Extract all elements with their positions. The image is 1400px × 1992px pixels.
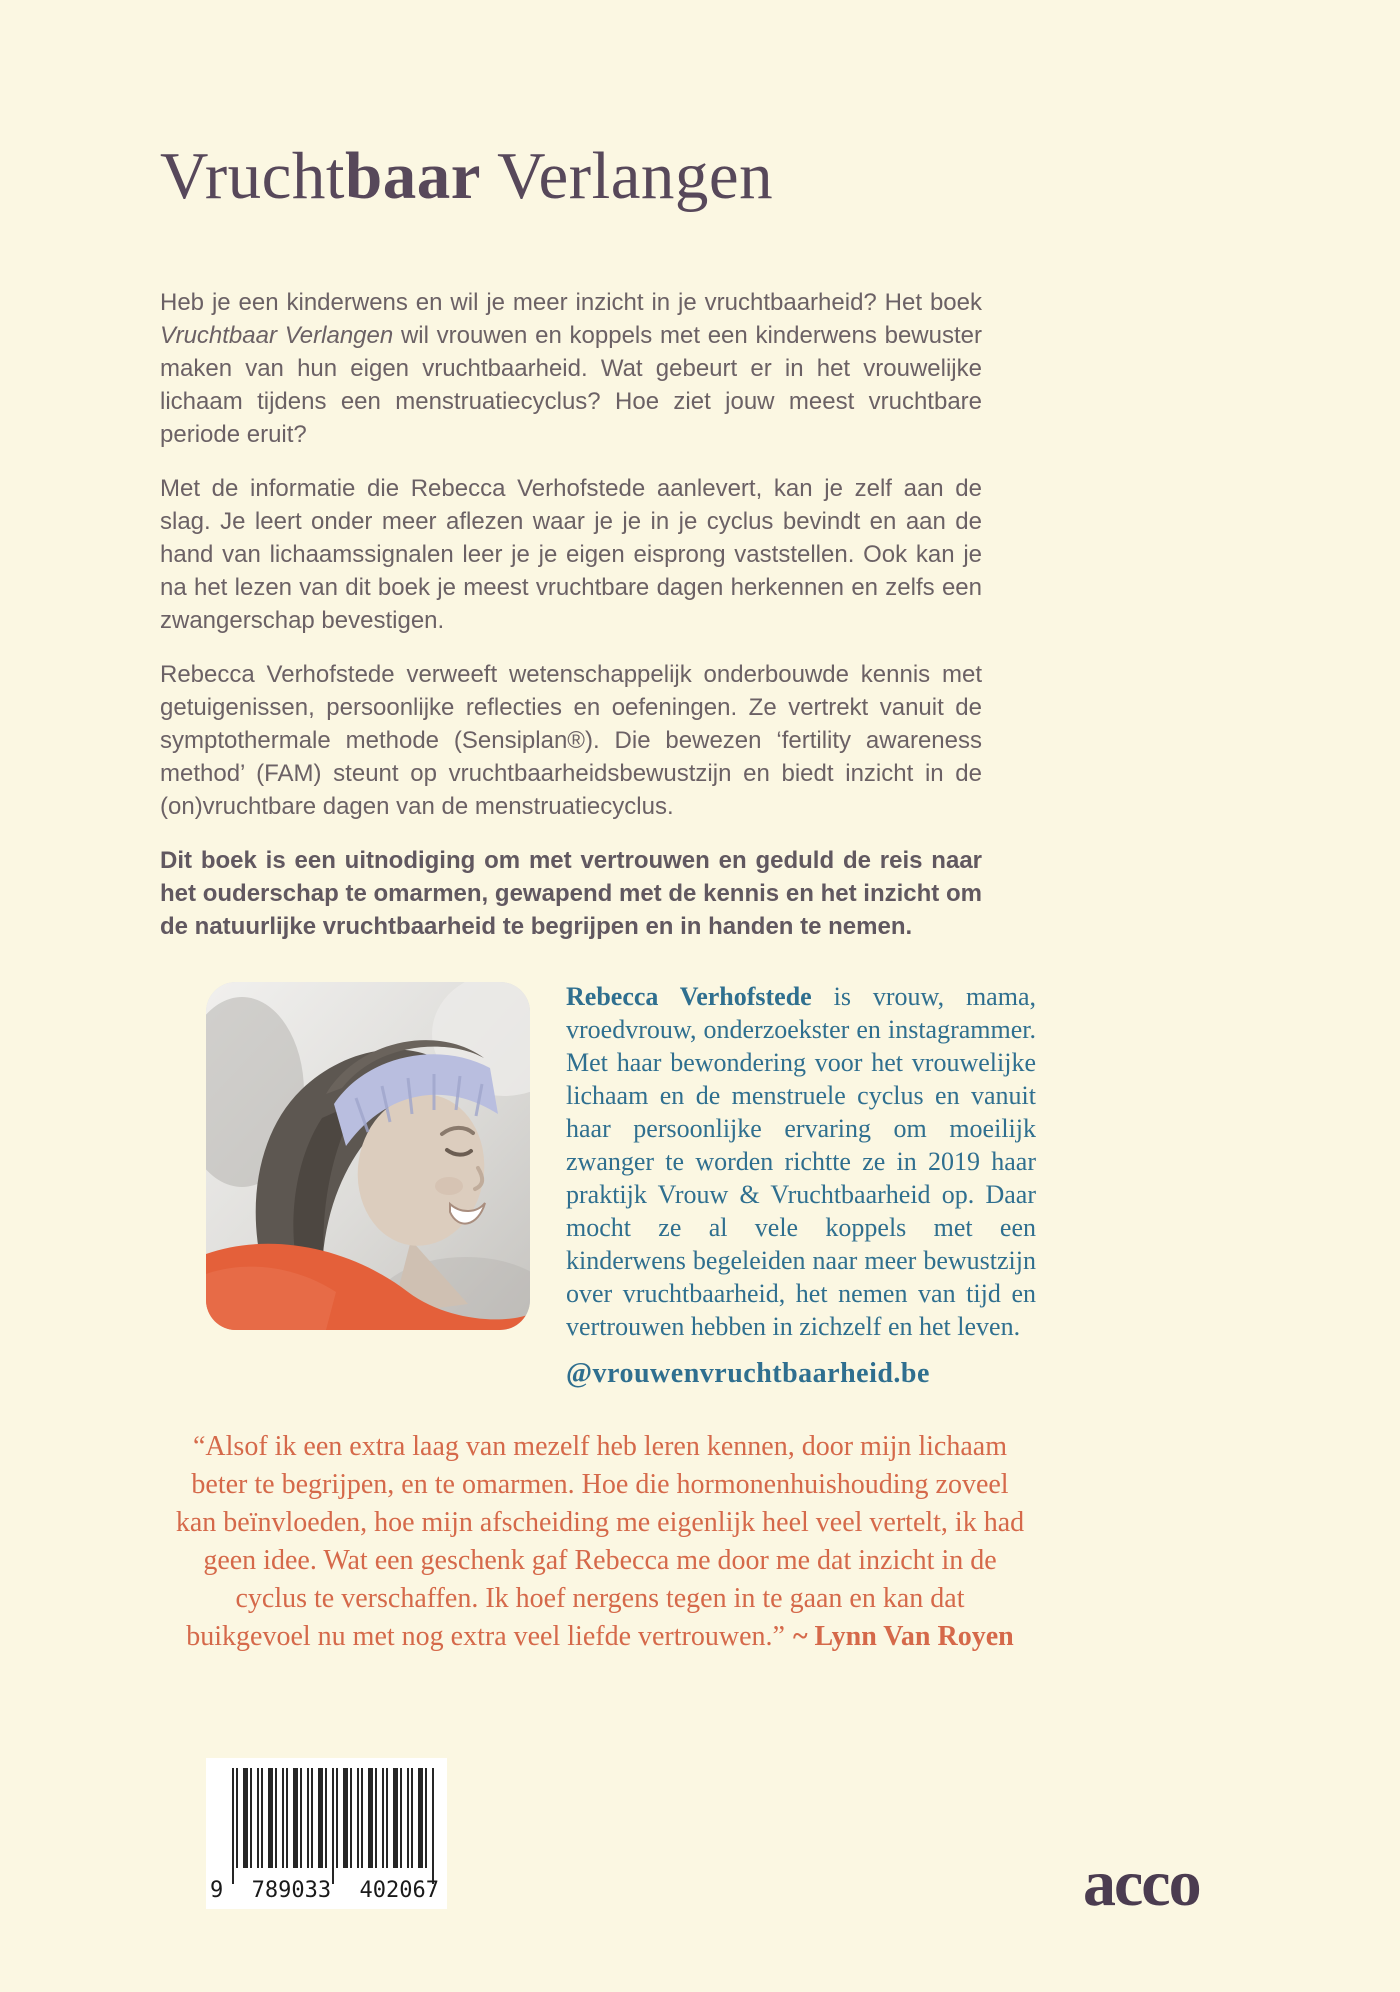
barcode-digit-group-1: 789033 [251,1878,332,1903]
intro-paragraph-4-bold: Dit boek is een uitnodiging om met vertrouwen en geduld de reis naar het ouderschap te omarmen, gewapend met de kennis en het inzicht om de natuurlijke vruchtbaarheid te begrijpen en in handen te nemen. [160,847,982,940]
intro-paragraph-3: Rebecca Verhofstede verweeft wetenschappelijk onderbouwde kennis met getuigenissen, persoonlijke reflecties en oefeningen. Ze vertrekt vanuit de symptothermale methode (Sensiplan®). Die bewezen ‘fertility awareness method’ (FAM) steunt op vruchtbaarheidsbewustzijn en biedt inzicht in de (on)vruchtbare dagen van de menstruatiecyclus. [160,661,982,820]
barcode-guard-bar-middle [332,1768,334,1884]
quote-attribution: ~ Lynn Van Royen [792,1621,1014,1652]
author-bio-text: is vrouw, mama, vroedvrouw, onderzoekster en instagrammer. Met haar bewondering voor het vrouwelijke lichaam en de menstruele cyclus en vanuit haar persoonlijke ervaring om moeilijk zwanger te worden richtte ze in 2019 haar praktijk Vrouw & Vruchtbaarheid op. Daar mocht ze al vele koppels met een kinderwens begeleiden naar meer bewustzijn over vruchtbaarheid, het nemen van tijd en vertrouwen hebben in zichzelf en het leven. [566,982,1036,1341]
intro-paragraph-1 [160,286,982,451]
instagram-handle: @vrouwenvruchtbaarheid.be [566,1358,930,1389]
title-segment-regular-2: Verlangen [481,139,774,213]
book-title [160,138,773,215]
publisher-logo: acco [1083,1847,1200,1920]
intro-paragraph-2: Met de informatie die Rebecca Verhofstede aanlevert, kan je zelf aan de slag. Je leert onder meer aflezen waar je je in je cyclus bevindt en aan de hand van lichaamssignalen leer je je eigen eisprong vaststellen. Ook kan je na het lezen van dit boek je meest vruchtbare dagen herkennen en zelfs een zwangerschap bevestigen. [160,475,982,634]
author-bio [566,980,1036,1390]
barcode [206,1758,447,1909]
barcode-guard-bar-left [232,1768,234,1884]
intro-p1-before: Heb je een kinderwens en wil je meer inzicht in je vruchtbaarheid? Het boek [160,289,982,316]
title-segment-regular: Vrucht [160,139,346,213]
barcode-lead-digit: 9 [210,1878,224,1903]
title-segment-bold: baar [345,139,482,213]
quote-text: “Alsof ik een extra laag van mezelf heb leren kennen, door mijn lichaam beter te begrijpen, en te omarmen. Hoe die hormonenhuishouding zoveel kan beïnvloeden, hoe mijn afscheiding me eigenlijk heel veel vertelt, ik had geen idee. Wat een geschenk gaf Rebecca me door me dat inzicht in de cyclus te verschaffen. Ik hoef nergens tegen in te gaan en kan dat buikgevoel nu met nog extra veel liefde vertrouwen.” [175,1431,1025,1652]
intro-p1-book-title-italic: Vruchtbaar Verlangen [160,322,394,349]
intro-p1-after: wil vrouwen en koppels met een kinderwens bewuster maken van hun eigen vruchtbaarheid. Wat gebeurt er in het vrouwelijke lichaam tijdens een menstruatiecyclus? Hoe ziet jouw meest vruchtbare periode eruit? [160,322,982,448]
author-photo [206,982,530,1330]
barcode-guard-bar-right [432,1768,434,1884]
intro-text [160,286,982,964]
barcode-digits [210,1878,439,1903]
author-portrait-illustration [206,982,530,1330]
author-name: Rebecca Verhofstede [566,982,812,1011]
testimonial-quote [170,1428,1030,1656]
barcode-digit-group-2: 402067 [359,1878,439,1903]
